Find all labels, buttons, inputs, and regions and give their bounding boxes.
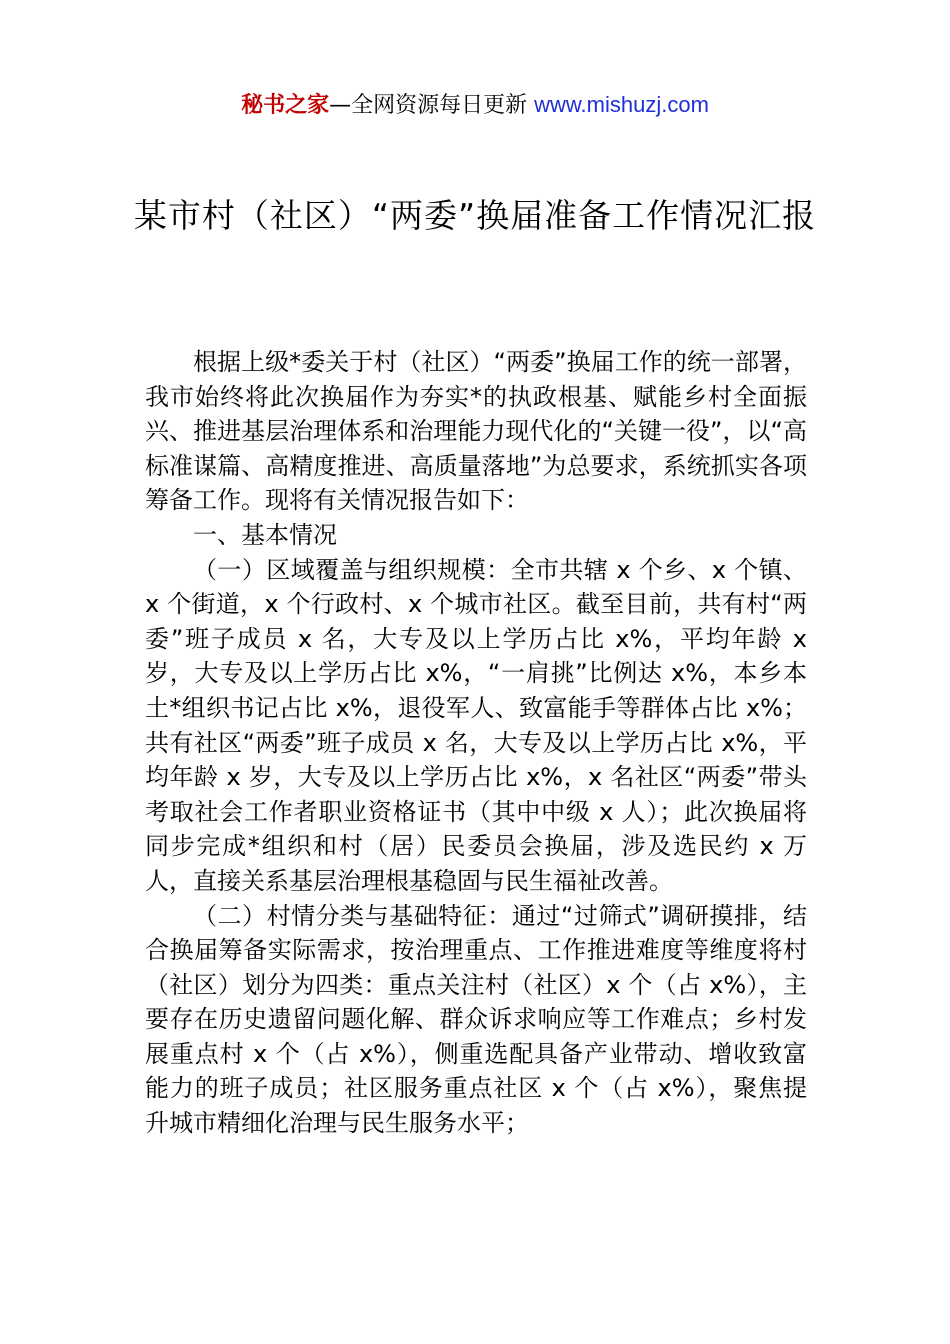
section-heading: 一、基本情况 [193,520,337,549]
body-paragraph-1: （一）区域覆盖与组织规模：全市共辖 x 个乡、x 个镇、x 个街道，x 个行政村、x 个城市社区。截至目前，共有村“两委”班子成员 x 名，大专及以上学历占比 x%，平均年龄 x 岁，大专及以上学历占比 x%，“一肩挑”比例达 x%，本乡本土*组织书记占比 x%，退役军人、致富能手等群体占比 x%；共有社区“两委”班子成员 x 名，大专及以上学历占比 x%，平均年龄 x 岁，大专及以上学历占比 x%，x 名社区“两委”带头考取社会工作者职业资格证书（其中中级 x 人）；此次换届将同步完成*组织和村（居）民委员会换届，涉及选民约 x 万人，直接关系基层治理根基稳固与民生福祉改善。 [145,555,807,895]
document-title: 某市村（社区）“两委”换届准备工作情况汇报 [133,196,817,235]
header-tagline: —全网资源每日更新 [329,93,535,118]
site-url[interactable]: www.mishuzj.com [534,92,709,117]
site-header [0,88,950,123]
body-paragraph-2: （二）村情分类与基础特征：通过“过筛式”调研摸排，结合换届筹备实际需求，按治理重点、工作推进难度等维度将村（社区）划分为四类：重点关注村（社区）x 个（占 x%），主要存在历史遗留问题化解、群众诉求响应等工作难点；乡村发展重点村 x 个（占 x%），侧重选配具备产业带动、增收致富能力的班子成员；社区服务重点社区 x 个（占 x%），聚焦提升城市精细化治理与民生服务水平； [145,901,807,1138]
intro-paragraph: 根据上级*委关于村（社区）“两委”换届工作的统一部署，我市始终将此次换届作为夯实*的执政根基、赋能乡村全面振兴、推进基层治理体系和治理能力现代化的“关键一役”，以“高标准谋篇、高精度推进、高质量落地”为总要求，系统抓实各项筹备工作。现将有关情况报告如下： [145,348,807,515]
brand-name: 秘书之家 [241,93,330,118]
document-body [145,345,807,1141]
